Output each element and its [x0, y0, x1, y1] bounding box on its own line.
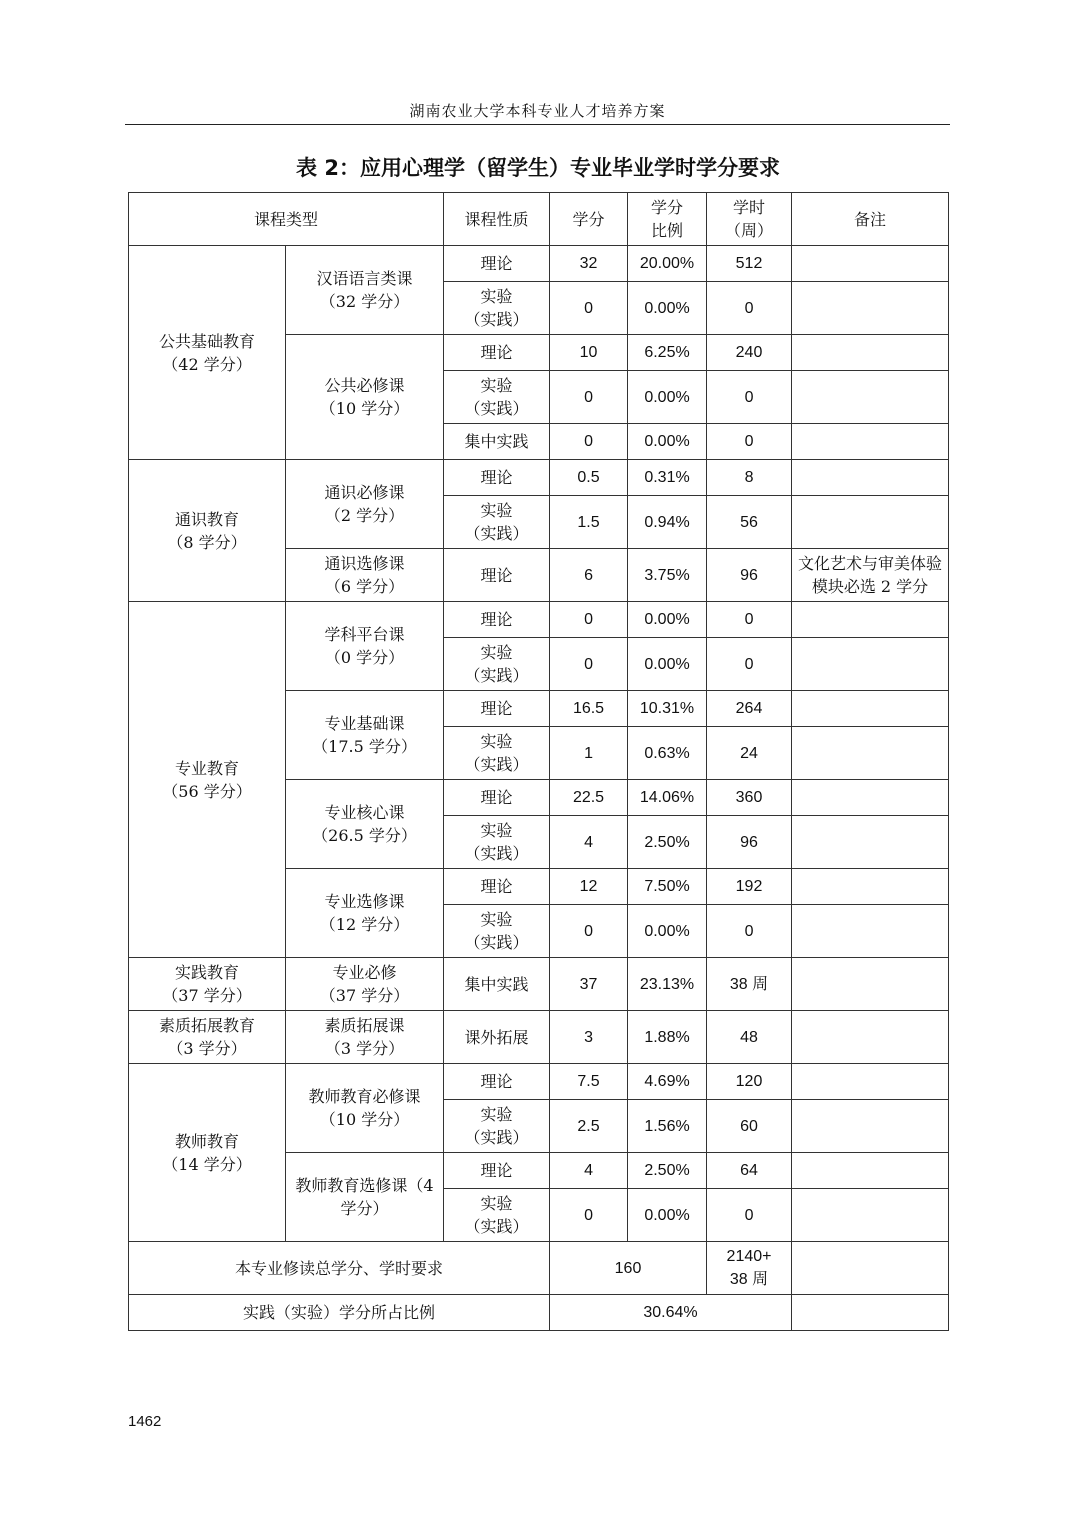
- practice-ratio-label-cell: 实践（实验）学分所占比例: [129, 1295, 550, 1331]
- subcategory-cell: 通识必修课 （2 学分）: [286, 460, 444, 549]
- hours-cell: 56: [707, 496, 792, 549]
- hours-cell: 48: [707, 1011, 792, 1064]
- notes-cell: [792, 905, 949, 958]
- credits-cell: 7.5: [550, 1064, 628, 1100]
- notes-cell: [792, 727, 949, 780]
- page-header: 湖南农业大学本科专业人才培养方案: [125, 100, 950, 125]
- subcategory-cell: 专业必修 （37 学分）: [286, 958, 444, 1011]
- hours-cell: 192: [707, 869, 792, 905]
- total-label-cell: 本专业修读总学分、学时要求: [129, 1242, 550, 1295]
- credits-cell: 0: [550, 602, 628, 638]
- credits-cell: 16.5: [550, 691, 628, 727]
- notes-cell: [792, 638, 949, 691]
- credit-ratio-cell: 14.06%: [628, 780, 707, 816]
- hours-cell: 8: [707, 460, 792, 496]
- credit-ratio-cell: 0.00%: [628, 602, 707, 638]
- credit-ratio-cell: 0.00%: [628, 638, 707, 691]
- course-nature-cell: 实验 （实践）: [444, 638, 550, 691]
- subcategory-cell: 学科平台课 （0 学分）: [286, 602, 444, 691]
- hours-cell: 240: [707, 335, 792, 371]
- notes-cell: [792, 424, 949, 460]
- credits-cell: 0: [550, 905, 628, 958]
- category-cell: 通识教育 （8 学分）: [129, 460, 286, 602]
- subcategory-cell: 素质拓展课 （3 学分）: [286, 1011, 444, 1064]
- credits-cell: 12: [550, 869, 628, 905]
- hours-cell: 24: [707, 727, 792, 780]
- course-nature-cell: 理论: [444, 460, 550, 496]
- course-nature-cell: 实验 （实践）: [444, 816, 550, 869]
- course-nature-cell: 实验 （实践）: [444, 1189, 550, 1242]
- notes-cell: [792, 496, 949, 549]
- course-nature-cell: 集中实践: [444, 424, 550, 460]
- header-credit-ratio: 学分 比例: [628, 193, 707, 246]
- practice-ratio-notes-cell: [792, 1295, 949, 1331]
- course-nature-cell: 理论: [444, 1064, 550, 1100]
- hours-cell: 96: [707, 549, 792, 602]
- credit-ratio-cell: 20.00%: [628, 246, 707, 282]
- total-row: [129, 1242, 949, 1295]
- credits-cell: 0: [550, 282, 628, 335]
- course-nature-cell: 理论: [444, 869, 550, 905]
- credit-ratio-cell: 4.69%: [628, 1064, 707, 1100]
- category-cell: 素质拓展教育 （3 学分）: [129, 1011, 286, 1064]
- credit-ratio-cell: 0.94%: [628, 496, 707, 549]
- credit-ratio-cell: 0.00%: [628, 282, 707, 335]
- course-nature-cell: 实验 （实践）: [444, 905, 550, 958]
- notes-cell: [792, 869, 949, 905]
- credits-cell: 4: [550, 1153, 628, 1189]
- credit-ratio-cell: 0.00%: [628, 424, 707, 460]
- notes-cell: 文化艺术与审美体验模块必选 2 学分: [792, 549, 949, 602]
- table-row: [129, 958, 949, 1011]
- subcategory-cell: 专业选修课 （12 学分）: [286, 869, 444, 958]
- table-title: 表 2：应用心理学（留学生）专业毕业学时学分要求: [296, 156, 780, 180]
- practice-ratio-value-cell: 30.64%: [550, 1295, 792, 1331]
- hours-cell: 0: [707, 638, 792, 691]
- course-nature-cell: 理论: [444, 780, 550, 816]
- practice-ratio-row: [129, 1295, 949, 1331]
- credit-ratio-cell: 2.50%: [628, 816, 707, 869]
- table-row: [129, 1064, 949, 1100]
- course-nature-cell: 实验 （实践）: [444, 496, 550, 549]
- credit-ratio-cell: 23.13%: [628, 958, 707, 1011]
- subcategory-cell: 专业核心课 （26.5 学分）: [286, 780, 444, 869]
- notes-cell: [792, 1189, 949, 1242]
- course-nature-cell: 实验 （实践）: [444, 371, 550, 424]
- subcategory-cell: 教师教育必修课 （10 学分）: [286, 1064, 444, 1153]
- credit-ratio-cell: 1.88%: [628, 1011, 707, 1064]
- hours-cell: 120: [707, 1064, 792, 1100]
- credit-ratio-cell: 0.00%: [628, 905, 707, 958]
- notes-cell: [792, 816, 949, 869]
- credit-requirements-table: [128, 192, 949, 1331]
- table-header-row: [129, 193, 949, 246]
- credits-cell: 0: [550, 424, 628, 460]
- course-nature-cell: 实验 （实践）: [444, 282, 550, 335]
- course-nature-cell: 理论: [444, 602, 550, 638]
- subcategory-cell: 教师教育选修课（4 学分）: [286, 1153, 444, 1242]
- credits-cell: 1: [550, 727, 628, 780]
- notes-cell: [792, 602, 949, 638]
- course-nature-cell: 集中实践: [444, 958, 550, 1011]
- credit-ratio-cell: 0.00%: [628, 1189, 707, 1242]
- category-cell: 实践教育 （37 学分）: [129, 958, 286, 1011]
- course-nature-cell: 理论: [444, 246, 550, 282]
- credit-ratio-cell: 3.75%: [628, 549, 707, 602]
- course-nature-cell: 理论: [444, 335, 550, 371]
- credits-cell: 37: [550, 958, 628, 1011]
- category-cell: 公共基础教育 （42 学分）: [129, 246, 286, 460]
- category-cell: 专业教育 （56 学分）: [129, 602, 286, 958]
- notes-cell: [792, 282, 949, 335]
- hours-cell: 0: [707, 1189, 792, 1242]
- header-course-type: 课程类型: [129, 193, 444, 246]
- notes-cell: [792, 1064, 949, 1100]
- subcategory-cell: 公共必修课 （10 学分）: [286, 335, 444, 460]
- total-notes-cell: [792, 1242, 949, 1295]
- course-nature-cell: 理论: [444, 1153, 550, 1189]
- table-row: [129, 246, 949, 282]
- credit-ratio-cell: 2.50%: [628, 1153, 707, 1189]
- credits-cell: 0: [550, 1189, 628, 1242]
- hours-cell: 264: [707, 691, 792, 727]
- total-hours-cell: 2140+ 38 周: [707, 1242, 792, 1295]
- notes-cell: [792, 371, 949, 424]
- credits-cell: 6: [550, 549, 628, 602]
- hours-cell: 60: [707, 1100, 792, 1153]
- credits-cell: 32: [550, 246, 628, 282]
- notes-cell: [792, 1011, 949, 1064]
- hours-cell: 0: [707, 371, 792, 424]
- course-nature-cell: 理论: [444, 549, 550, 602]
- category-cell: 教师教育 （14 学分）: [129, 1064, 286, 1242]
- credit-ratio-cell: 0.31%: [628, 460, 707, 496]
- credit-ratio-cell: 0.63%: [628, 727, 707, 780]
- course-nature-cell: 课外拓展: [444, 1011, 550, 1064]
- credits-cell: 1.5: [550, 496, 628, 549]
- hours-cell: 0: [707, 905, 792, 958]
- subcategory-cell: 通识选修课 （6 学分）: [286, 549, 444, 602]
- hours-cell: 360: [707, 780, 792, 816]
- credits-cell: 4: [550, 816, 628, 869]
- credit-ratio-cell: 6.25%: [628, 335, 707, 371]
- header-notes: 备注: [792, 193, 949, 246]
- hours-cell: 38 周: [707, 958, 792, 1011]
- subcategory-cell: 汉语语言类课 （32 学分）: [286, 246, 444, 335]
- header-hours: 学时 （周）: [707, 193, 792, 246]
- notes-cell: [792, 1153, 949, 1189]
- hours-cell: 0: [707, 424, 792, 460]
- credits-cell: 0.5: [550, 460, 628, 496]
- notes-cell: [792, 1100, 949, 1153]
- credit-ratio-cell: 0.00%: [628, 371, 707, 424]
- header-course-nature: 课程性质: [444, 193, 550, 246]
- notes-cell: [792, 691, 949, 727]
- credit-ratio-cell: 7.50%: [628, 869, 707, 905]
- table-row: [129, 602, 949, 638]
- hours-cell: 96: [707, 816, 792, 869]
- credits-cell: 0: [550, 371, 628, 424]
- table-row: [129, 1011, 949, 1064]
- credits-cell: 0: [550, 638, 628, 691]
- course-nature-cell: 理论: [444, 691, 550, 727]
- credits-cell: 10: [550, 335, 628, 371]
- hours-cell: 512: [707, 246, 792, 282]
- credits-cell: 2.5: [550, 1100, 628, 1153]
- course-nature-cell: 实验 （实践）: [444, 1100, 550, 1153]
- page-number: 1462: [128, 1413, 162, 1430]
- header-credits: 学分: [550, 193, 628, 246]
- table-row: [129, 460, 949, 496]
- hours-cell: 64: [707, 1153, 792, 1189]
- credits-cell: 3: [550, 1011, 628, 1064]
- course-nature-cell: 实验 （实践）: [444, 727, 550, 780]
- hours-cell: 0: [707, 602, 792, 638]
- notes-cell: [792, 335, 949, 371]
- total-credits-cell: 160: [550, 1242, 707, 1295]
- notes-cell: [792, 460, 949, 496]
- credit-ratio-cell: 1.56%: [628, 1100, 707, 1153]
- credits-cell: 22.5: [550, 780, 628, 816]
- notes-cell: [792, 780, 949, 816]
- credit-ratio-cell: 10.31%: [628, 691, 707, 727]
- notes-cell: [792, 246, 949, 282]
- hours-cell: 0: [707, 282, 792, 335]
- notes-cell: [792, 958, 949, 1011]
- subcategory-cell: 专业基础课 （17.5 学分）: [286, 691, 444, 780]
